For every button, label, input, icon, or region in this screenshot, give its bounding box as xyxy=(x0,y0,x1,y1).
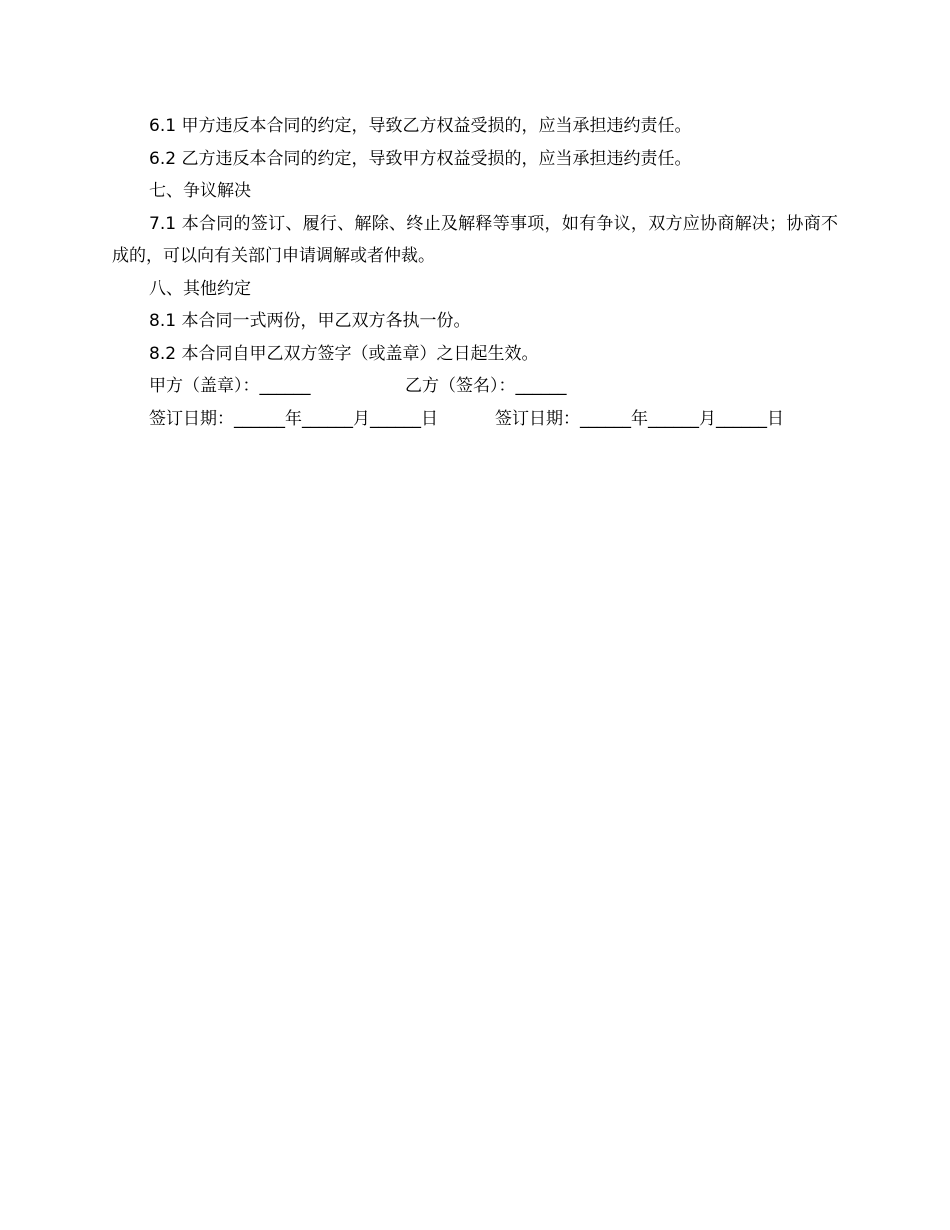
section-heading-8: 八、其他约定 xyxy=(149,278,251,299)
signature-row xyxy=(112,370,838,403)
party-b-signature: 乙方（签名）：______ xyxy=(405,376,567,396)
clause-7-1: 7.1 本合同的签订、履行、解除、终止及解释等事项，如有争议，双方应协商解决；协商不成的，可以向有关部门申请调解或者仲裁。 xyxy=(112,213,838,266)
party-b-date: 签订日期：______年______月______日 xyxy=(495,408,784,429)
date-row xyxy=(112,403,838,436)
clause-6-1: 6.1 甲方违反本合同的约定，导致乙方权益受损的，应当承担违约责任。 xyxy=(149,116,692,136)
party-a-date: 签订日期：______年______月______日 xyxy=(149,408,438,429)
party-a-signature: 甲方（盖章）：______ xyxy=(149,376,311,396)
clause-8-1: 8.1 本合同一式两份，甲乙双方各执一份。 xyxy=(149,311,471,331)
section-heading-7: 七、争议解决 xyxy=(149,181,251,201)
clause-6-2: 6.2 乙方违反本合同的约定，导致甲方权益受损的，应当承担违约责任。 xyxy=(149,148,692,169)
clause-8-2: 8.2 本合同自甲乙双方签字（或盖章）之日起生效。 xyxy=(149,343,539,364)
